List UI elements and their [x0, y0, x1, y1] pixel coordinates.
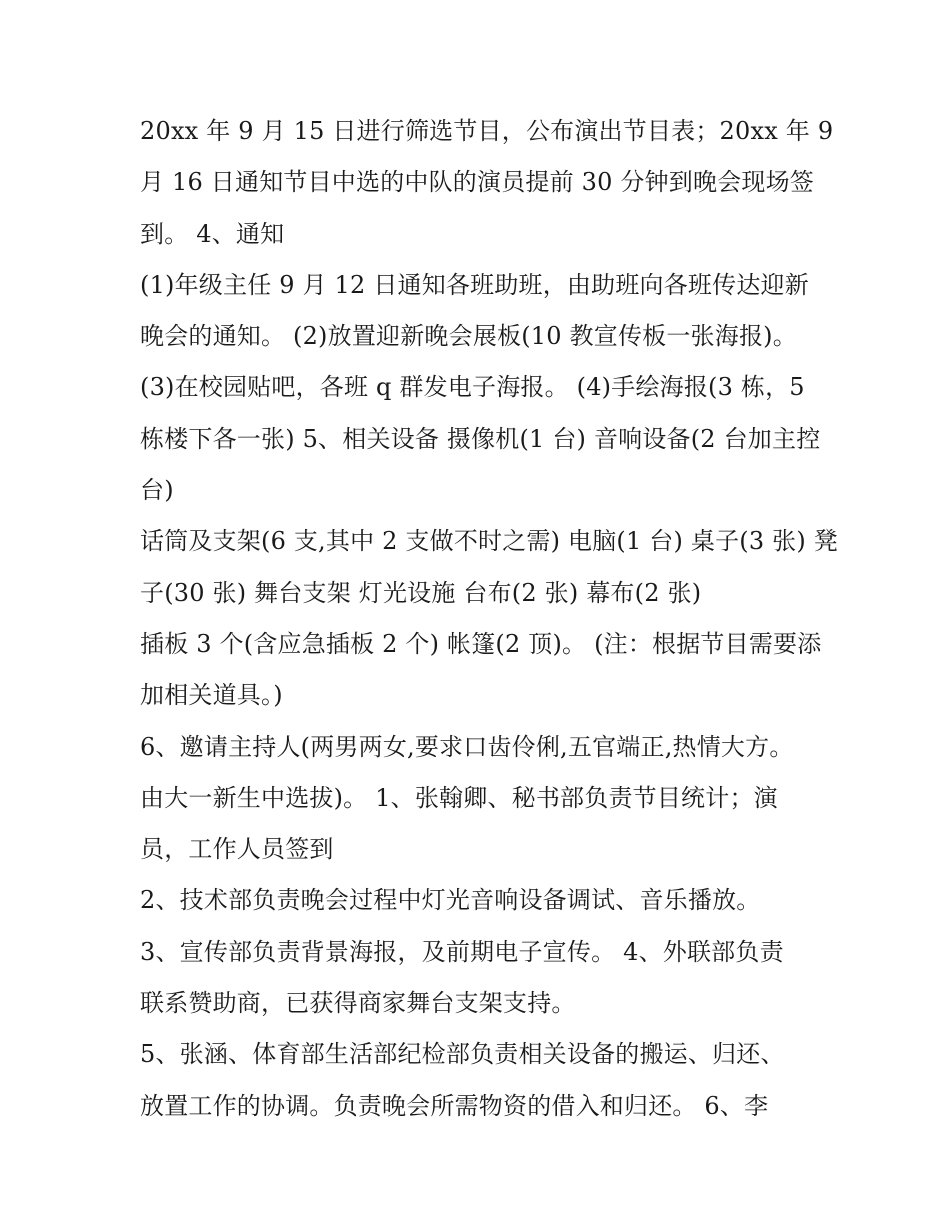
- text-line: 栋楼下各一张) 5、相关设备 摄像机(1 台) 音响设备(2 台加主控: [140, 424, 821, 453]
- text-line: 话筒及支架(6 支,其中 2 支做不时之需) 电脑(1 台) 桌子(3 张) 凳: [140, 527, 838, 556]
- text-line: 到。 4、通知: [140, 219, 285, 248]
- text-line: 3、宣传部负责背景海报，及前期电子宣传。 4、外联部负责: [140, 937, 784, 966]
- text-line: 台): [140, 476, 174, 505]
- text-line: (1)年级主任 9 月 12 日通知各班助班，由助班向各班传达迎新: [140, 270, 809, 299]
- text-line: 员，工作人员签到: [140, 835, 334, 864]
- text-line: 6、邀请主持人(两男两女,要求口齿伶俐,五官端正,热情大方。: [140, 732, 794, 761]
- text-line: 5、张涵、体育部生活部纪检部负责相关设备的搬运、归还、: [140, 1040, 785, 1069]
- document-body: [140, 106, 838, 1132]
- text-line: 晚会的通知。 (2)放置迎新晚会展板(10 教宣传板一张海报)。: [140, 322, 797, 351]
- text-line: 20xx 年 9 月 15 日进行筛选节目，公布演出节目表；20xx 年 9: [140, 117, 834, 145]
- text-line: 子(30 张) 舞台支架 灯光设施 台布(2 张) 幕布(2 张): [140, 578, 702, 607]
- text-line: (3)在校园贴吧，各班 q 群发电子海报。 (4)手绘海报(3 栋，5: [140, 373, 805, 402]
- text-line: 加相关道具。): [140, 681, 283, 710]
- text-line: 联系赞助商，已获得商家舞台支架支持。: [140, 989, 576, 1018]
- text-line: 由大一新生中选拔)。 1、张翰卿、秘书部负责节目统计；演: [140, 783, 778, 812]
- text-line: 插板 3 个(含应急插板 2 个) 帐篷(2 顶)。 (注：根据节目需要添: [140, 629, 822, 658]
- text-line: 放置工作的协调。负责晚会所需物资的借入和归还。 6、李: [140, 1091, 769, 1120]
- text-line: 月 16 日通知节目中选的中队的演员提前 30 分钟到晚会现场签: [140, 168, 814, 197]
- text-line: 2、技术部负责晚会过程中灯光音响设备调试、音乐播放。: [140, 886, 761, 915]
